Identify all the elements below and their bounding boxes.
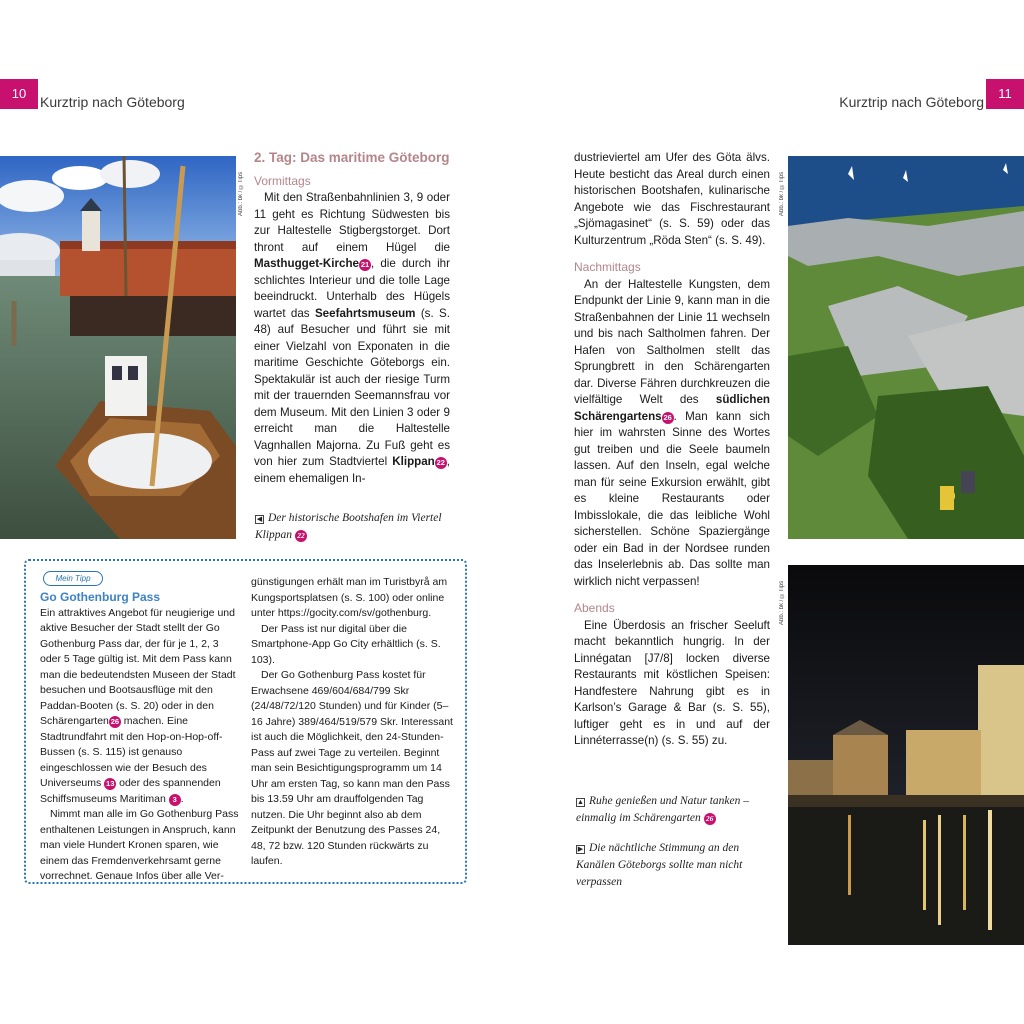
photo-credit-right-1: Abb.: bk / ©Tips xyxy=(779,171,785,216)
ref-marker: 3 xyxy=(169,794,181,806)
place-masthugget: Masthugget-Kirche xyxy=(254,257,359,270)
ref-marker: 21 xyxy=(360,260,370,269)
page-number-left: 10 xyxy=(0,79,38,109)
heading-afternoon: Nachmittags xyxy=(574,260,641,274)
section-day2 xyxy=(254,150,450,487)
ref-marker: 26 xyxy=(704,813,716,825)
tip-title: Go Gothenburg Pass xyxy=(40,590,161,604)
running-title-left: Kurztrip nach Göteborg xyxy=(40,94,185,110)
text-run: An der Haltestelle Kungsten, dem Endpunkt der Linie 9, kann man in die Straßenbahnen der Linie 11 wechseln und bis nach Saltholmen fahren. Der Hafen von Saltholmen stellt das Sprungbrett in den Schärengarten dar. Diverse Fähren durchkreuzen die vielfältige Welt des xyxy=(574,277,770,406)
caption-archipelago xyxy=(576,793,772,827)
text-run: . Man kann sich hier im wahrsten Sinne des Wortes gut treiben und die Seele baumeln lassen. Auf den Inseln, egal welche man für seine Exkursion erwählt, gibt es kleine Restaurants oder Imbisslokale, die das leibliche Wohl sicherstellen. Schöne Spaziergänge oder ein Bad in der Nordsee runden das Inselerlebnis ab. Das sollte man wirklich nicht verpassen! xyxy=(574,409,770,588)
photo-boat-harbour xyxy=(0,156,236,539)
tip-paragraph: günstigungen erhält man im Turistbyrå am Kungsportsplatsen (s. S. 100) oder online unter https://gocity.com/sv/gothenburg. xyxy=(251,576,448,619)
ref-marker: 26 xyxy=(110,717,120,726)
text-run: oder des spannenden Schiffsmuseums Maritiman xyxy=(40,777,221,805)
right-text-column xyxy=(574,150,770,750)
ref-marker: 22 xyxy=(295,530,307,542)
place-seefahrtsmuseum: Seefahrtsmuseum xyxy=(314,306,416,320)
place-klippan: Klippan xyxy=(392,455,435,468)
text-run: Mit den Straßenbahnlinien 3, 9 oder 11 geht es Richtung Südwesten bis zur Haltestelle Stigbergstorget. Dort thront auf einem Hügel die xyxy=(254,191,450,254)
photo-night-canal xyxy=(788,565,1024,945)
caption-canal xyxy=(576,840,772,891)
text-run: . xyxy=(180,792,184,805)
caption-canal-text: Die nächtliche Stimmung an den Kanälen Göteborgs sollte man nicht verpassen xyxy=(576,842,743,888)
ref-marker: 22 xyxy=(436,458,445,467)
tip-paragraph: Nimmt man alle im Go Gothenburg Pass enthaltenen Leistungen in Anspruch, kann man viele Hundert Kronen sparen, wie einem das Fremdenverkehrsamt gerne vorrechnet. Genaue Infos über alle Ver- xyxy=(40,808,239,882)
caption-archipelago-text: Ruhe genießen und Natur tanken – einmalig im Schärengarten xyxy=(576,795,750,824)
tip-paragraph: Der Pass ist nur digital über die Smartphone-App Go City erhältlich (s. S. 103). xyxy=(251,622,441,666)
text-run: machen. Eine Stadtrundfahrt mit den Hop-on-Hop-off-Bussen (s. S. 115) ist genauso eingeschlossen wie der Besuch des Universeums xyxy=(40,715,223,789)
heading-evening: Abends xyxy=(574,601,615,615)
tip-column-2 xyxy=(251,575,454,870)
section-title: 2. Tag: Das maritime Göteborg xyxy=(254,150,450,165)
heading-morning: Vormittags xyxy=(254,173,311,188)
paragraph-evening: Eine Überdosis an frischer Seeluft macht bekanntlich hungrig. In der Linnégatan [J7/8] locken diverse Restaurants mit köstlichen Speisen: Handfestere Nahrung gibt es in Karlson’s Garage & Bar (s. S. 55), luftiger geht es in und auf der Linnéterrasse(n) (s. S. 55) zu. xyxy=(574,618,770,747)
tip-column-1 xyxy=(40,590,240,885)
tip-paragraph xyxy=(40,606,240,808)
caption-arrow-icon: ▲ xyxy=(577,798,584,806)
tip-badge: Mein Tipp xyxy=(43,571,103,586)
photo-credit-right-2: Abb.: bk / ©Tips xyxy=(779,580,785,625)
running-title-right: Kurztrip nach Göteborg xyxy=(839,94,984,110)
paragraph-morning xyxy=(254,190,450,487)
caption-harbour-text: Der historische Bootshafen im Viertel Klippan xyxy=(255,512,442,541)
text-run: (s. S. 48) auf Besucher und führt sie mit einer Vielzahl von Exponaten in die maritime Geschichte Göteborgs ein. Spektakulär ist auch der riesige Turm mit der trauernden Seemannsfrau vor dem Museum. Mit den Linien 3 oder 9 erreicht man die Haltestelle Vagnhallen Majorna. Zu Fuß geht es von hier zum Stadtviertel xyxy=(254,306,450,468)
tip-paragraph: Der Go Gothenburg Pass kostet für Erwachsene 469/604/684/799 Skr (24/48/72/120 Stunden) und für Kinder (5–16 Jahre) 389/464/519/579 Skr. Interessant ist auch die Möglichkeit, den 24-Stunden-Pass auf zwei Tage zu verteilen. Beginnt man sein Besichtigungsprogramm um 14 Uhr am ersten Tag, so kann man den Pass bis 13.59 Uhr am drauffolgenden Tag nutzen. Die Uhr beginnt also ab dem Zeitpunkt der Benutzung des Passes 24, 48, 72 bzw. 120 Stunden rückwärts zu laufen. xyxy=(251,669,453,867)
text-run: , einem ehemaligen In- xyxy=(254,455,450,485)
ref-marker: 13 xyxy=(106,779,115,788)
page-number-right: 11 xyxy=(986,79,1024,109)
caption-arrow-icon: ▶ xyxy=(577,845,584,853)
paragraph-afternoon xyxy=(574,277,770,591)
caption-harbour xyxy=(255,510,455,544)
paragraph-continued: dustrieviertel am Ufer des Göta älvs. Heute besticht das Areal durch einen historischen Bootshafen, kulinarische Angebote wie das Fischrestaurant „Sjömagasinet“ (s. S. 59) oder das Kulturzentrum „Röda Sten“ (s. S. 49). xyxy=(574,151,770,247)
photo-archipelago xyxy=(788,156,1024,539)
ref-marker: 26 xyxy=(663,412,672,422)
text-run: , die durch ihr schlichtes Interieur und die tolle Lage beeindruckt. Unterhalb des Hügels wartet das xyxy=(254,257,450,320)
text-run: Ein attraktives Angebot für neugierige und aktive Besucher der Stadt stellt der Go Gothenburg Pass dar, der für je 1, 2, 3 oder 5 Tage gültig ist. Mit dem Pass kann man die bedeutendsten Museen der Stadt besuchen und Bootsausflüge mit den Paddan-Booten (s. S. 20) oder in den Schärengarten xyxy=(40,606,236,727)
photo-credit-left: Abb.: bk / ©Tips xyxy=(238,171,244,216)
place-schaerengarten: südlichen Schärengartens xyxy=(574,393,770,423)
tip-box xyxy=(24,559,467,884)
caption-arrow-icon: ◀ xyxy=(256,515,263,523)
